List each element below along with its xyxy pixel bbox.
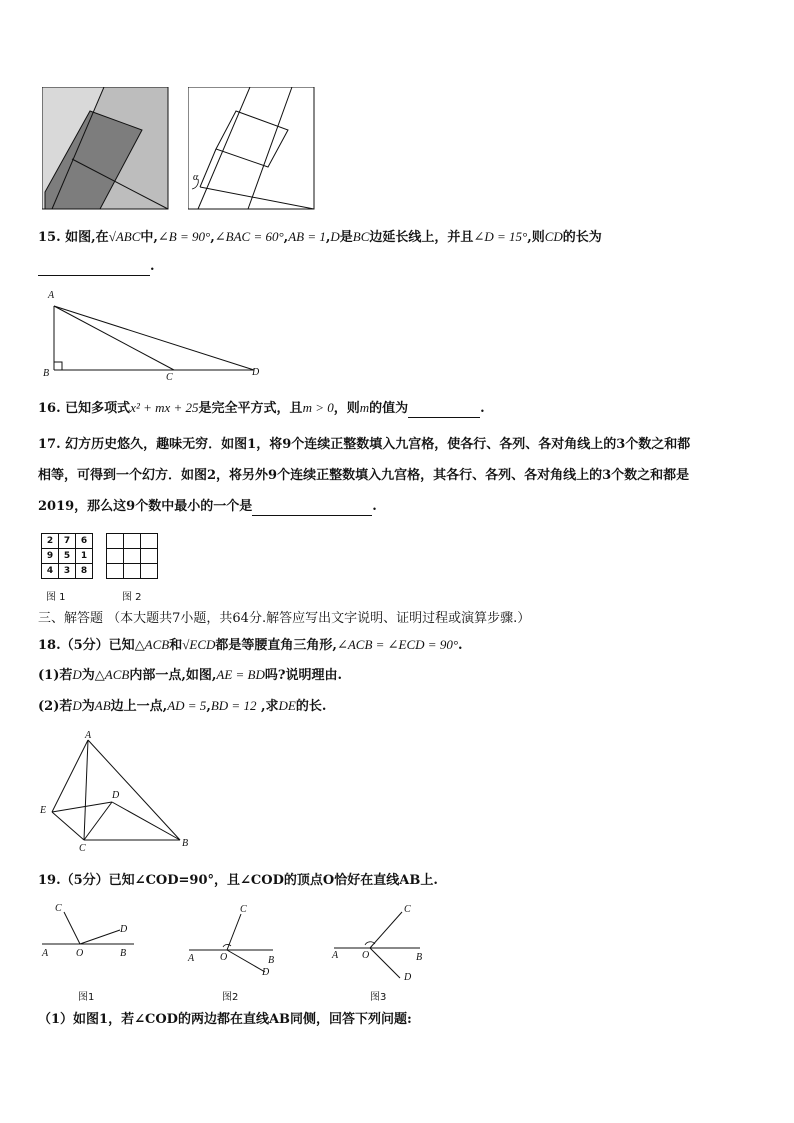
magic-cell: 3 [59,564,76,579]
magic-cell: 1 [76,549,93,564]
section-header: 三、解答题 （本大题共7小题，共64分.解答应写出文字说明、证明过程或演算步骤.） [38,611,531,626]
answer-line-17[interactable] [252,501,372,516]
magic-square-2 [106,533,158,579]
magic-cell: 8 [76,564,93,579]
question-15: 15. 如图,在√ABC中,∠B = 90°,∠BAC = 60°,AB = 1,D是BC边延长线上，并且∠D = 15°,则CD的长为 [38,229,602,245]
question-17: 17. 幻方历史悠久，趣味无穷．如图1，将9个连续正整数填入九宫格，使各行、各列、各对角线上的3个数之和都 [38,437,691,452]
question-18: 18.（5分）已知△ACB和√ECD都是等腰直角三角形,∠ACB = ∠ECD = 90°. [38,637,463,653]
paper-strip-figure-right [188,87,315,210]
question-17-line2: 相等，可得到一个幻方．如图2，将另外9个连续正整数填入九宫格，其各行、各列、各对角线上的3个数之和都是 [38,468,690,483]
magic-cell: 4 [42,564,59,579]
magic-cell: 2 [42,534,59,549]
angle-figure-2 [185,900,285,980]
question-19-sub1: （1）如图1，若∠COD的两边都在直线AB同侧，回答下列问题: [38,1012,412,1027]
triangle-figure-15 [40,292,270,382]
answer-line-16[interactable] [408,403,480,418]
angle-figure-3 [330,900,430,980]
triangle-figure-18 [40,730,200,860]
point-label-d: D [252,367,260,378]
magic-cell: 7 [59,534,76,549]
magic-square-1 [41,533,93,579]
svg-text:α: α [193,172,199,183]
point-label-c: C [79,843,86,854]
question-18-part2: (2)若D为AB边上一点,AD = 5,BD = 12 ,求DE的长. [38,698,327,714]
magic-cell: 9 [42,549,59,564]
paper-strip-figure-left [42,87,169,210]
question-18-part1: (1)若D为△ACB内部一点,如图,AE = BD吗?说明理由. [38,667,343,683]
point-label-c: C [166,372,173,383]
caption-fig2: 图 2 [122,592,142,603]
point-label-b: B [43,368,50,379]
magic-cell: 5 [59,549,76,564]
point-label-d: D [112,790,120,801]
question-17-line3: 2019，那么这9个数中最小的一个是 . [38,499,377,514]
point-label-e: E [40,805,47,816]
point-label-a: A [48,290,55,301]
answer-line-15[interactable]: . [38,258,155,276]
point-label-a: A [85,730,92,741]
point-label-b: B [182,838,189,849]
question-number: 15. [38,230,61,245]
question-19: 19.（5分）已知∠COD=90°，且∠COD的顶点O恰好在直线AB上. [38,873,438,888]
question-16: 16. 已知多项式x² + mx + 25是完全平方式，且m > 0，则m的值为 . [38,400,485,416]
magic-cell: 6 [76,534,93,549]
caption-fig1: 图 1 [46,592,66,603]
